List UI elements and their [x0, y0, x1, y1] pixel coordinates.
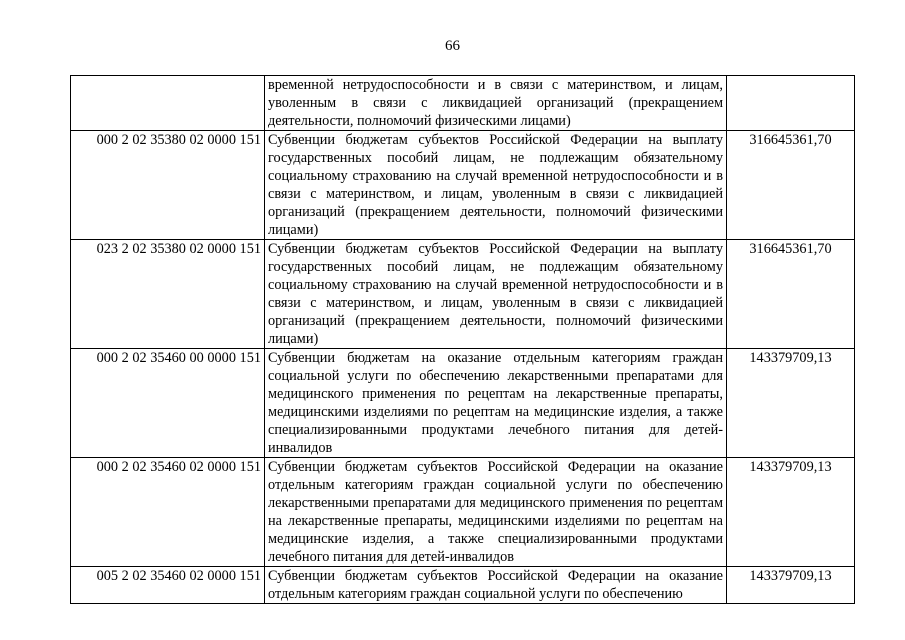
budget-table — [70, 75, 855, 604]
table-row — [71, 240, 855, 349]
budget-code-cell: 005 2 02 35460 02 0000 151 — [71, 567, 265, 604]
amount-cell: 316645361,70 — [727, 131, 855, 240]
description-cell: Субвенции бюджетам субъектов Российской Федерации на оказание отдельным категориям граждан социальной услуги по обеспечению лекарственными препаратами для медицинского применения по рецептам на лекарственные препараты, медицинскими изделиями по рецептам на медицинские изделия, а также специализированными продуктами лечебного питания для детей-инвалидов — [265, 458, 727, 567]
table-row — [71, 131, 855, 240]
amount-cell: 143379709,13 — [727, 567, 855, 604]
table-row — [71, 567, 855, 604]
description-cell: Субвенции бюджетам субъектов Российской Федерации на выплату государственных пособий лицам, не подлежащим обязательному социальному страхованию на случай временной нетрудоспособности и в связи с материнством, и лицам, уволенным в связи с ликвидацией организаций (прекращением деятельности, полномочий физическими лицами) — [265, 131, 727, 240]
budget-code-cell — [71, 76, 265, 131]
table-row — [71, 349, 855, 458]
description-cell: Субвенции бюджетам субъектов Российской Федерации на выплату государственных пособий лицам, не подлежащим обязательному социальному страхованию на случай временной нетрудоспособности и в связи с материнством, и лицам, уволенным в связи с ликвидацией организаций (прекращением деятельности, полномочий физическими лицами) — [265, 240, 727, 349]
description-cell: Субвенции бюджетам субъектов Российской Федерации на оказание отдельным категориям граждан социальной услуги по обеспечению — [265, 567, 727, 604]
budget-code-cell: 000 2 02 35380 02 0000 151 — [71, 131, 265, 240]
amount-cell — [727, 76, 855, 131]
budget-code-cell: 000 2 02 35460 02 0000 151 — [71, 458, 265, 567]
table-row — [71, 458, 855, 567]
amount-cell: 143379709,13 — [727, 349, 855, 458]
budget-code-cell: 023 2 02 35380 02 0000 151 — [71, 240, 265, 349]
budget-code-cell: 000 2 02 35460 00 0000 151 — [71, 349, 265, 458]
amount-cell: 316645361,70 — [727, 240, 855, 349]
description-cell: Субвенции бюджетам на оказание отдельным категориям граждан социальной услуги по обеспечению лекарственными препаратами для медицинского применения по рецептам на лекарственные препараты, медицинскими изделиями по рецептам на медицинские изделия, а также специализированными продуктами лечебного питания для детей-инвалидов — [265, 349, 727, 458]
page-number: 66 — [445, 38, 460, 54]
amount-cell: 143379709,13 — [727, 458, 855, 567]
description-cell: временной нетрудоспособности и в связи с материнством, и лицам, уволенным в связи с ликвидацией организаций (прекращением деятельности, полномочий физическими лицами) — [265, 76, 727, 131]
table-row — [71, 76, 855, 131]
